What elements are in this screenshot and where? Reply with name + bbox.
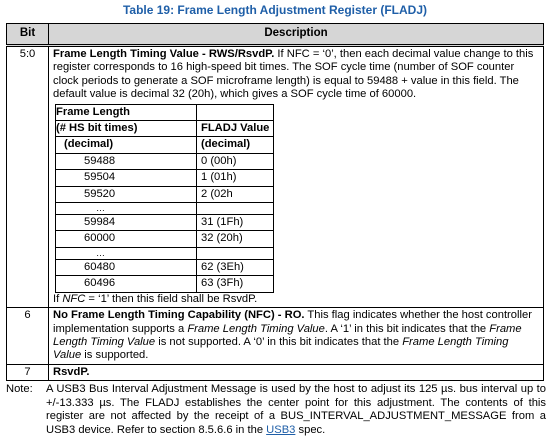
table-row	[7, 364, 544, 380]
field-title: No Frame Length Timing Capability (NFC) - RO.	[53, 309, 305, 322]
description-paragraph: No Frame Length Timing Capability (NFC) - RO. This flag indicates whether the host controller implementation supports a Frame Length Timing Value. A ‘1’ in this bit indicates that the Frame Length Timing Value is not supported. A ‘0’ in this bit indicates that the Frame Length Timing Value is supported.	[53, 309, 532, 362]
table-row	[7, 308, 544, 365]
value-row	[56, 259, 274, 275]
ellipsis-row	[56, 203, 274, 215]
frame-length-value: 60496	[56, 276, 197, 292]
field-title: Frame Length Timing Value - RWS/RsvdP.	[53, 48, 275, 60]
frame-length-value: 59520	[56, 186, 197, 202]
frame-length-value: 60480	[56, 259, 197, 275]
note-label: Note:	[6, 383, 33, 395]
note-text: A USB3 Bus Interval Adjustment Message is used by the host to adjust its 125 µs. bus interval up to +/-13.333 µs. The FLADJ establishes the center point for this adjustment. The contents of this register are not affected by the receipt of a BUS_INTERVAL_ADJUSTMENT_MESSAGE from a USB3 device. Refer to section 8.5.6.6 in the USB3 spec.	[46, 383, 546, 436]
table-header-row	[7, 24, 544, 46]
bit-cell: 5:0	[7, 46, 49, 308]
fladj-value-table	[55, 104, 274, 293]
fladj-value: 0 (00h)	[197, 153, 274, 169]
field-title: RsvdP.	[53, 365, 90, 378]
nfc-note: If NFC = ‘1’ then this field shall be RsvdP.	[53, 292, 258, 305]
description-cell	[49, 46, 544, 308]
sub-header: (decimal)	[197, 137, 274, 153]
frame-length-value: 59488	[56, 153, 197, 169]
value-row	[56, 186, 274, 202]
table-note	[6, 383, 546, 437]
fladj-value: 32 (20h)	[197, 231, 274, 247]
value-row	[56, 231, 274, 247]
field-text: If NFC = ‘0’, then each decimal value change to this register corresponds to 16 high-speed bit times. The SOF cycle time (number of SOF counter clock periods to generate a SOF microframe length) is equal to 59488 + value in this field. The default value is decimal 32 (20h), which gives a SOF cycle time of 60000.	[53, 48, 534, 101]
description-paragraph	[53, 48, 539, 102]
frame-length-value: 60000	[56, 231, 197, 247]
fladj-value: 31 (1Fh)	[197, 215, 274, 231]
fladj-value: 62 (3Eh)	[197, 259, 274, 275]
sub-header: (# HS bit times)	[56, 121, 197, 137]
description-cell	[49, 364, 544, 380]
ellipsis-row	[56, 247, 274, 259]
value-row	[56, 276, 274, 292]
value-row	[56, 153, 274, 169]
sub-header: (decimal)	[56, 137, 197, 153]
ellipsis: …	[56, 203, 197, 215]
ellipsis: …	[56, 247, 197, 259]
value-row	[56, 215, 274, 231]
bit-column-header: Bit	[7, 24, 49, 46]
bit-cell: 6	[7, 308, 49, 365]
sub-header: FLADJ Value	[197, 121, 274, 137]
fladj-value: 2 (02h	[197, 186, 274, 202]
description-column-header: Description	[49, 24, 544, 46]
bit-cell: 7	[7, 364, 49, 380]
table-caption: Table 19: Frame Length Adjustment Register (FLADJ)	[122, 3, 428, 17]
usb3-spec-link[interactable]: USB3	[266, 423, 296, 436]
register-table	[6, 23, 544, 381]
description-cell	[49, 308, 544, 365]
sub-header: Frame Length	[56, 104, 197, 120]
value-row	[56, 170, 274, 186]
fladj-value: 1 (01h)	[197, 170, 274, 186]
fladj-value: 63 (3Fh)	[197, 276, 274, 292]
frame-length-value: 59984	[56, 215, 197, 231]
frame-length-value: 59504	[56, 170, 197, 186]
table-row	[7, 46, 544, 308]
